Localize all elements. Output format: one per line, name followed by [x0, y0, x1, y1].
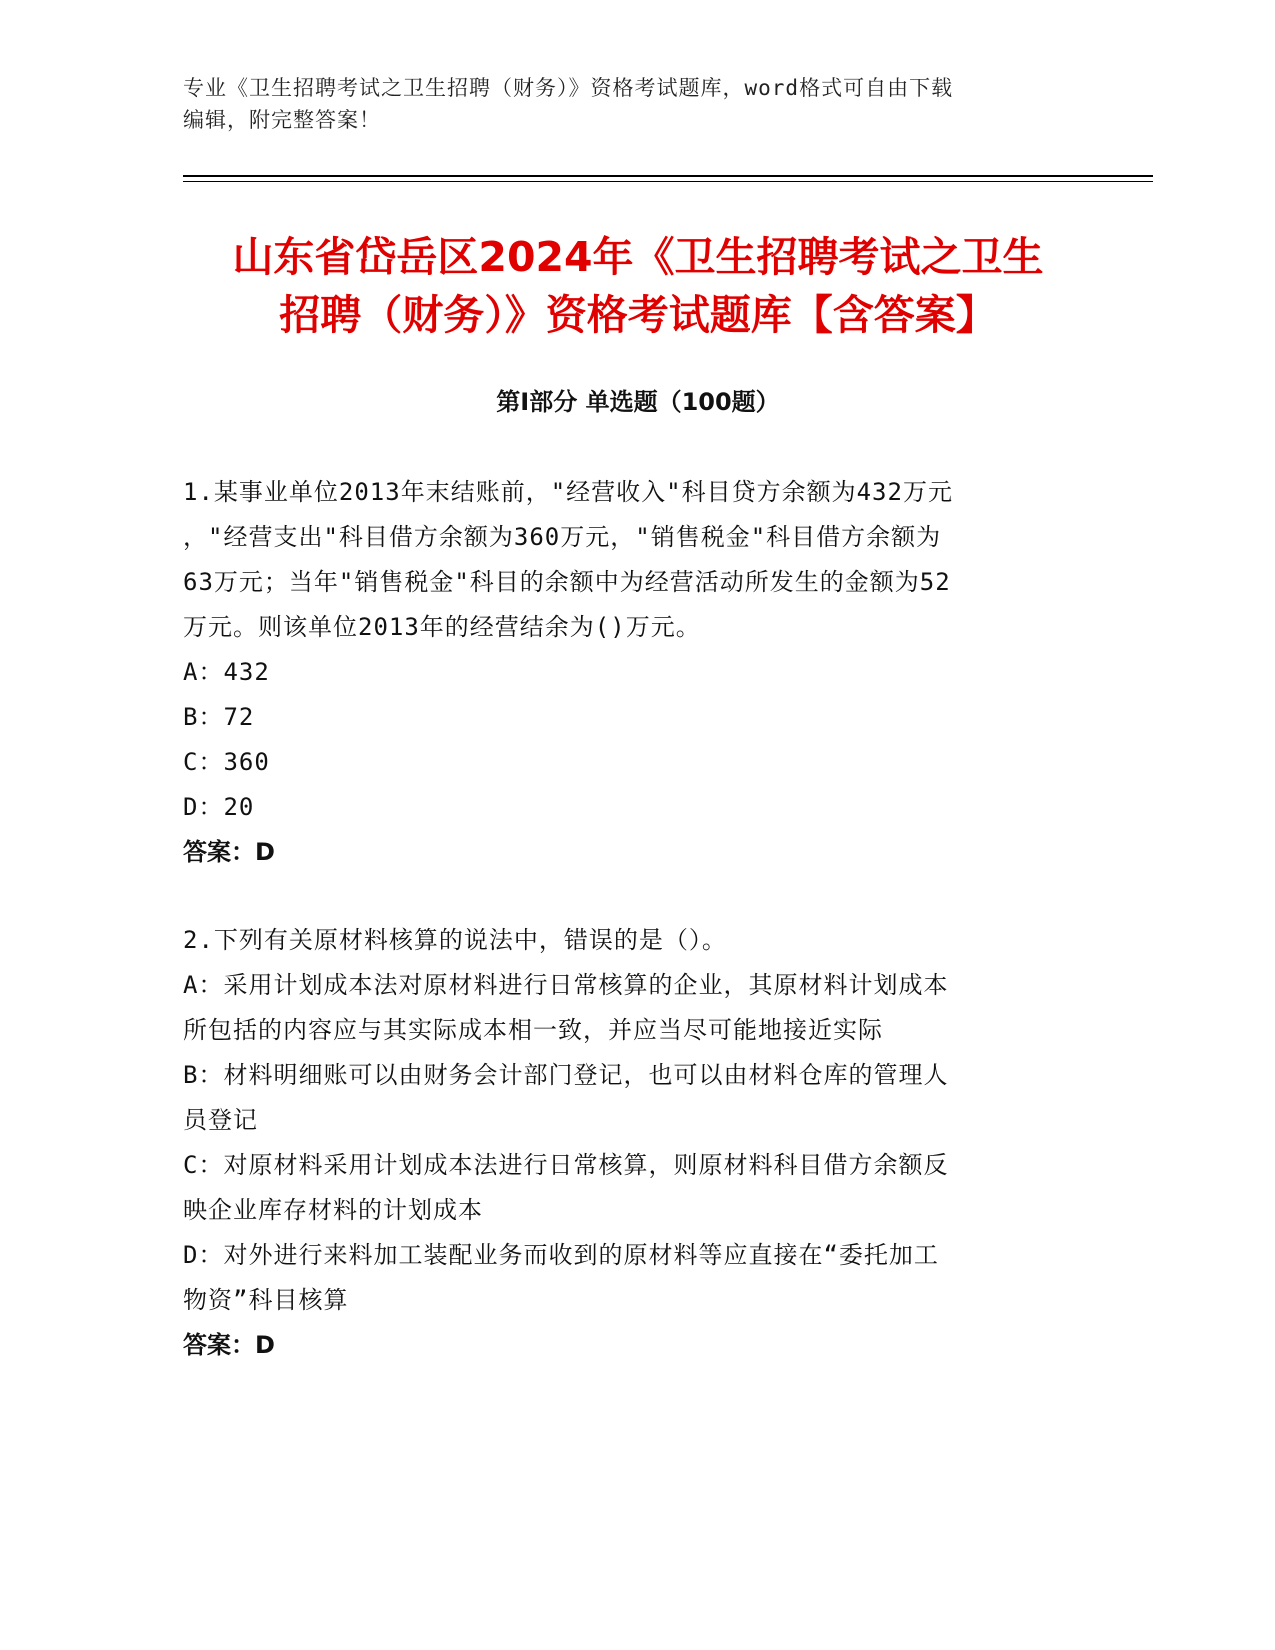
option-c: C：360: [183, 748, 270, 776]
document-title-line-1: 山东省岱岳区2024年《卫生招聘考试之卫生: [232, 233, 1044, 281]
option-b-continued: 员登记: [183, 1106, 258, 1134]
question-2: [183, 918, 1083, 1368]
answer-line: 答案：D: [183, 1331, 275, 1359]
option-c-continued: 映企业库存材料的计划成本: [183, 1196, 483, 1224]
header-note: [183, 72, 1083, 136]
answer-line: 答案：D: [183, 838, 275, 866]
option-d: D：20: [183, 793, 255, 821]
document-title: [183, 228, 1093, 344]
option-d-continued: 物资”科目核算: [183, 1286, 349, 1314]
document-title-line-2: 招聘（财务）》资格考试题库【含答案】: [279, 291, 997, 339]
option-a: A：采用计划成本法对原材料进行日常核算的企业，其原材料计划成本: [183, 971, 949, 999]
header-rule-thick: [183, 175, 1153, 177]
question-1: [183, 470, 1083, 875]
option-a: A：432: [183, 658, 270, 686]
option-c: C：对原材料采用计划成本法进行日常核算，则原材料科目借方余额反: [183, 1151, 949, 1179]
section-title: 第Ⅰ部分 单选题（100题）: [496, 388, 780, 416]
question-stem-line: 2.下列有关原材料核算的说法中，错误的是（）。: [183, 926, 727, 954]
question-stem-line: 1.某事业单位2013年末结账前，"经营收入"科目贷方余额为432万元: [183, 478, 953, 506]
option-b: B：材料明细账可以由财务会计部门登记，也可以由材料仓库的管理人: [183, 1061, 949, 1089]
option-d: D：对外进行来料加工装配业务而收到的原材料等应直接在“委托加工: [183, 1241, 939, 1269]
option-b: B：72: [183, 703, 255, 731]
question-stem-line: 63万元；当年"销售税金"科目的余额中为经营活动所发生的金额为52: [183, 568, 951, 596]
header-rule-thin: [183, 181, 1153, 182]
header-note-line-1: 专业《卫生招聘考试之卫生招聘（财务）》资格考试题库，word格式可自由下载: [183, 76, 954, 100]
question-stem-line: 万元。则该单位2013年的经营结余为()万元。: [183, 613, 701, 641]
question-stem-line: ，"经营支出"科目借方余额为360万元，"销售税金"科目借方余额为: [183, 523, 942, 551]
option-a-continued: 所包括的内容应与其实际成本相一致，并应当尽可能地接近实际: [183, 1016, 883, 1044]
header-note-line-2: 编辑，附完整答案！: [183, 108, 381, 132]
